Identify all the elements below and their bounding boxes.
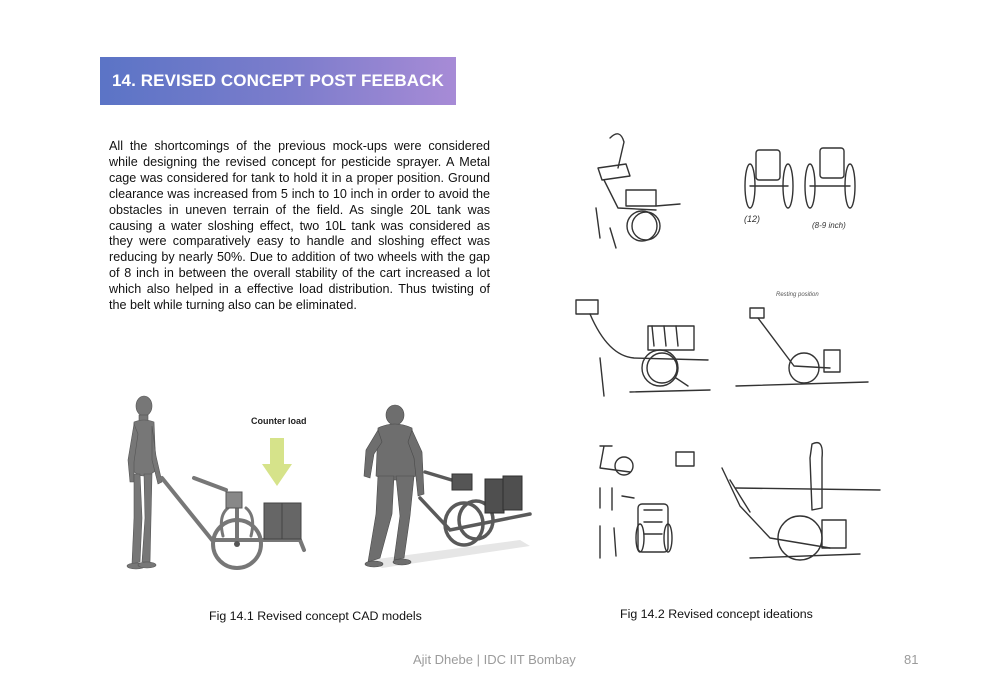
sketch-resting-position <box>736 308 868 386</box>
sketch-front-views <box>745 148 855 208</box>
sketch-note-resting: Resting position <box>776 292 819 298</box>
footer-author: Ajit Dhebe | IDC IIT Bombay <box>413 652 576 667</box>
cad-models-figure <box>120 390 540 580</box>
human-model-side <box>127 396 162 569</box>
pump-box <box>226 492 242 508</box>
section-title-banner <box>100 57 456 105</box>
sketch-multi-concepts <box>600 446 694 558</box>
tank-boxes-side <box>264 503 301 539</box>
ideation-figure-caption: Fig 14.2 Revised concept ideations <box>620 607 813 621</box>
sketch-note-12: (12) <box>744 214 761 224</box>
sketch-detail-wheel <box>722 443 880 560</box>
pump-box-3d <box>452 474 472 490</box>
counter-load-label: Counter load <box>251 416 307 426</box>
body-paragraph: All the shortcomings of the previous mock-ups were considered while designing the revised concept for pesticide sprayer. A Metal cage was considered for tank to hold it in a proper position. Ground clearance was increased from 5 inch to 10 inch in order to avoid the obstacles in uneven terrain of the field. As single 20L tank was causing a water sloshing effect, two 10L tank was considered as they were comparatively easy to handle and sloshing effect was reducing by nearly 50%. Due to addition of two wheels with the gap of 8 inch in between the overall stability of the cart increased a lot which also helped in a effective load distribution. Thus twisting of the belt while turning also can be eliminated. <box>109 139 490 313</box>
ideation-sketches-figure <box>560 128 900 580</box>
cad-figure-caption: Fig 14.1 Revised concept CAD models <box>209 609 422 623</box>
section-title: 14. REVISED CONCEPT POST FEEBACK <box>112 71 444 90</box>
page-number: 81 <box>904 652 919 667</box>
tank-boxes-3d <box>485 476 522 513</box>
sketch-cart-profile <box>576 300 710 396</box>
sketch-cart-handle <box>596 134 680 248</box>
human-model-3d <box>364 405 424 567</box>
counter-load-arrow <box>262 438 292 486</box>
sketch-note-gap: (8-9 inch) <box>812 221 846 230</box>
